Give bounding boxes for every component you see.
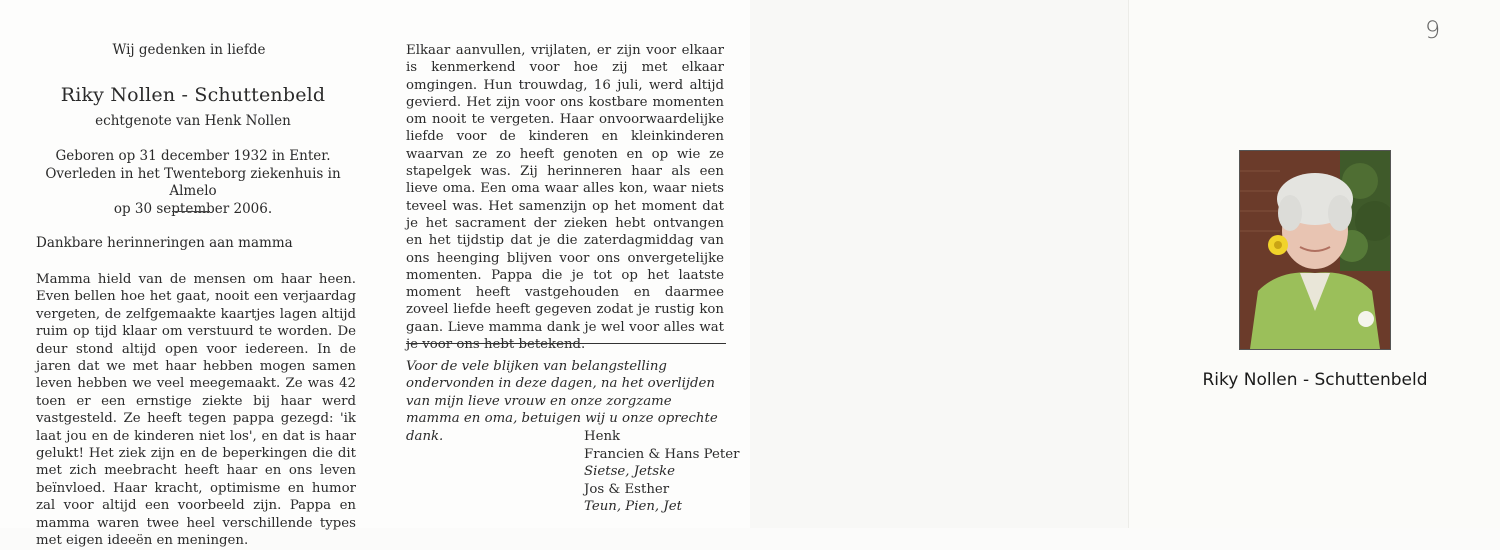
- death-date-line: op 30 september 2006.: [113, 200, 273, 217]
- card-page-middle: [378, 0, 750, 528]
- signature-line: Sietse, Jetske: [584, 464, 676, 480]
- spouse-line: echtgenote van Henk Nollen: [95, 113, 291, 129]
- signature-line: Teun, Pien, Jet: [584, 499, 682, 515]
- signature-line: Henk: [584, 429, 621, 444]
- signature-list: [584, 428, 739, 516]
- memories-heading: Dankbare herinneringen aan mamma: [36, 235, 293, 251]
- life-dates: [36, 148, 350, 218]
- death-place-line: Overleden in het Twenteborg ziekenhuis in Almelo: [45, 165, 341, 200]
- short-divider: [172, 211, 210, 212]
- card-page-blank: [750, 0, 1128, 528]
- intro-text: Wij gedenken in liefde: [112, 42, 266, 58]
- cover-name: Riky Nollen - Schuttenbeld: [1202, 370, 1428, 390]
- deceased-name: Riky Nollen - Schuttenbeld: [60, 84, 326, 106]
- portrait-photo: [1239, 150, 1391, 350]
- signature-line: Francien & Hans Peter: [584, 446, 740, 462]
- card-page-left: [0, 0, 378, 549]
- birth-line: Geboren op 31 december 1932 in Enter.: [55, 148, 331, 164]
- handwritten-page-number: 9: [1425, 16, 1441, 44]
- memories-text-part1: Mamma hield van de mensen om haar heen. Even bellen hoe het gaat, nooit een verjaardag vergeten, de zelfgemaakte kaartjes lagen altijd ruim op tijd klaar om verstuurd te worden. De deur stond altijd open voor iedereen. In de jaren dat we met haar hebben mogen samen leven hebben we veel meegemaakt. Ze was 42 toen er een ernstige ziekte bij haar werd vastgesteld. Ze heeft tegen pappa gezegd: 'ik laat jou en de kinderen niet los', en dat is haar gelukt! Het ziek zijn en de beperkingen die dit met zich meebracht heeft haar en ons leven beïnvloed. Haar kracht, optimisme en humor zal voor altijd een voorbeeld zijn. Pappa en mamma waren twee heel verschillende types met eigen ideeën en meningen.: [36, 272, 356, 549]
- thanks-text: Voor de vele blijken van belangstelling ondervonden in deze dagen, na het overlijden van mijn lieve vrouw en onze zorgzame mamma en oma, betuigen wij u onze oprechte dank.: [406, 359, 718, 444]
- signature-line: Jos & Esther: [584, 481, 670, 497]
- long-divider: [406, 343, 726, 344]
- card-page-cover: [1128, 0, 1500, 528]
- memories-text-part2: Elkaar aanvullen, vrijlaten, er zijn voor elkaar is kenmerkend voor hoe zij met elkaar omgingen. Hun trouwdag, 16 juli, werd altijd gevierd. Het zijn voor ons kostbare momenten om nooit te vergeten. Haar onvoorwaardelijke liefde voor de kinderen en kleinkinderen waarvan ze zo heeft genoten en op wie ze stapelgek was. Zij herinneren haar als een lieve oma. Een oma waar alles kon, waar niets teveel was. Het samenzijn op het moment dat je het sacrament der zieken hebt ontvangen en het tijdstip dat je die zaterdagmiddag van ons heenging blijven voor ons onvergetelijke momenten. Pappa die je tot op het laatste moment heeft vastgehouden en daarmee zoveel liefde heeft gegeven zodat je rustig kon gaan. Lieve mamma dank je wel voor alles wat je voor ons hebt betekend.: [406, 43, 724, 353]
